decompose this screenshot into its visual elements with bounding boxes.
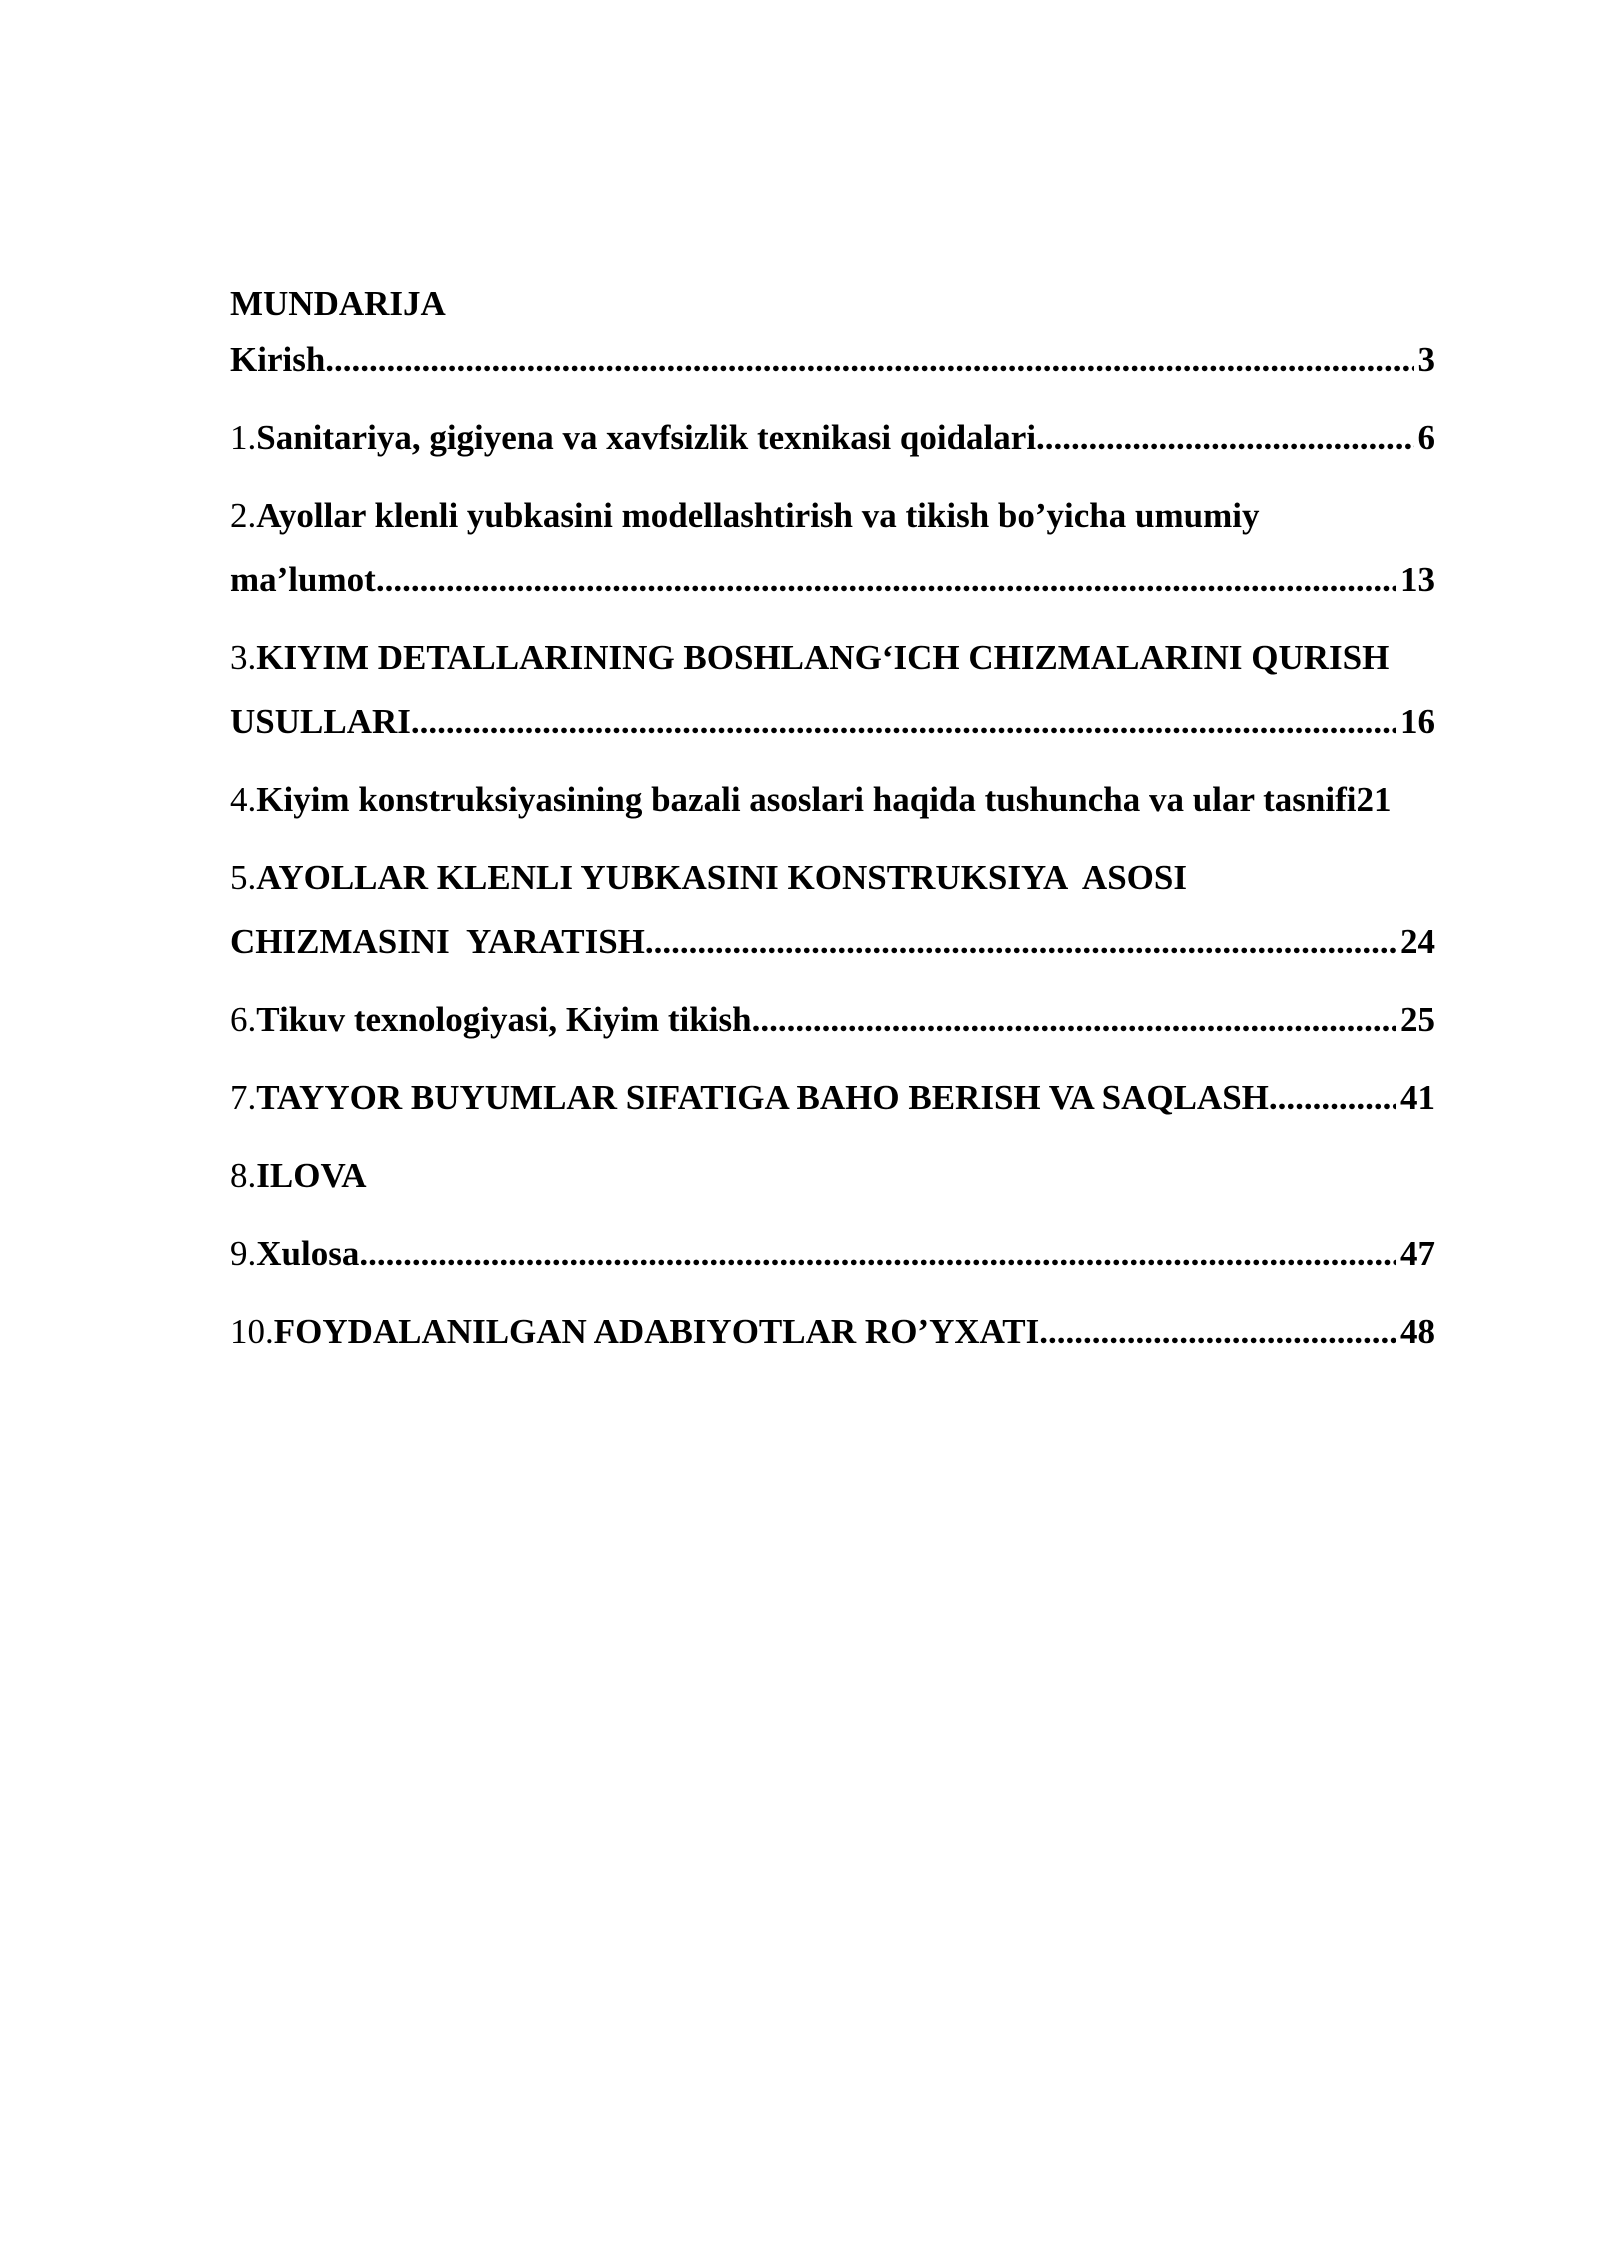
dot-leader (376, 556, 1396, 604)
toc-entry-page: 25 (1400, 1000, 1435, 1039)
toc-entry-text: Sanitariya, gigiyena va xavfsizlik texnikasi qoidalari (256, 418, 1037, 457)
toc-entry-text: TAYYOR BUYUMLAR SIFATIGA BAHO BERISH VA SAQLASH (256, 1078, 1269, 1117)
toc-entry-4[interactable] (230, 776, 1450, 824)
dot-leader (411, 698, 1396, 746)
dot-leader (752, 996, 1396, 1044)
toc-entry-kirish[interactable] (230, 336, 1450, 384)
toc-entry-8[interactable] (230, 1152, 1450, 1200)
toc-entry-text: Ayollar klenli yubkasini modellashtirish va tikish bo’yicha umumiy (256, 496, 1260, 535)
toc-entry-number: 3. (230, 638, 257, 677)
toc-entry-text: ILOVA (256, 1156, 367, 1195)
toc-entry-text-continued: CHIZMASINI YARATISH (230, 922, 645, 961)
table-of-contents (230, 280, 1450, 1386)
toc-entry-number: 2. (230, 496, 257, 535)
toc-entry-page: 48 (1400, 1312, 1435, 1351)
toc-entry-page: 21 (1356, 780, 1392, 819)
toc-entry-page: 13 (1400, 560, 1435, 599)
toc-entry-page: 3 (1417, 340, 1435, 379)
toc-entry-page: 16 (1400, 702, 1435, 741)
dot-leader (1269, 1074, 1396, 1122)
dot-leader (1036, 414, 1413, 462)
toc-title: MUNDARIJA (230, 284, 446, 323)
toc-entry-text-continued: ma’lumot (230, 560, 376, 599)
toc-entry-number: 6. (230, 1000, 257, 1039)
dot-leader (325, 336, 1413, 384)
toc-entry-5[interactable] (230, 854, 1450, 966)
dot-leader (1039, 1308, 1396, 1356)
toc-entry-7[interactable] (230, 1074, 1450, 1122)
dot-leader (645, 918, 1396, 966)
toc-entry-number: 4. (230, 780, 257, 819)
toc-entry-text: Tikuv texnologiyasi, Kiyim tikish (256, 1000, 752, 1039)
toc-entry-number: 8. (230, 1156, 257, 1195)
toc-entry-text: Kirish (230, 340, 326, 379)
toc-entry-number: 7. (230, 1078, 257, 1117)
toc-entry-page: 6 (1417, 418, 1435, 457)
toc-entry-text: Kiyim konstruksiyasining bazali asoslari haqida tushuncha va ular tasnifi (256, 780, 1357, 819)
toc-entry-9[interactable] (230, 1230, 1450, 1278)
toc-entry-3[interactable] (230, 634, 1450, 746)
toc-entry-1[interactable] (230, 414, 1450, 462)
toc-entry-text: FOYDALANILGAN ADABIYOTLAR RO’YXATI (273, 1312, 1040, 1351)
toc-entry-text: AYOLLAR KLENLI YUBKASINI KONSTRUKSIYA ASOSI (256, 858, 1187, 897)
toc-entry-number: 1. (230, 418, 257, 457)
toc-entry-page: 24 (1400, 922, 1435, 961)
toc-entry-page: 41 (1400, 1078, 1435, 1117)
toc-entry-number: 10. (230, 1312, 274, 1351)
toc-entry-text: Xulosa (256, 1234, 360, 1273)
toc-entry-10[interactable] (230, 1308, 1450, 1356)
dot-leader (359, 1230, 1396, 1278)
toc-entry-number: 5. (230, 858, 257, 897)
toc-entry-6[interactable] (230, 996, 1450, 1044)
toc-entry-text: KIYIM DETALLARINING BOSHLANG‘ICH CHIZMALARINI QURISH (256, 638, 1390, 677)
toc-entry-number: 9. (230, 1234, 257, 1273)
toc-entry-2[interactable] (230, 492, 1450, 604)
toc-entry-text-continued: USULLARI (230, 702, 411, 741)
toc-entry-page: 47 (1400, 1234, 1435, 1273)
